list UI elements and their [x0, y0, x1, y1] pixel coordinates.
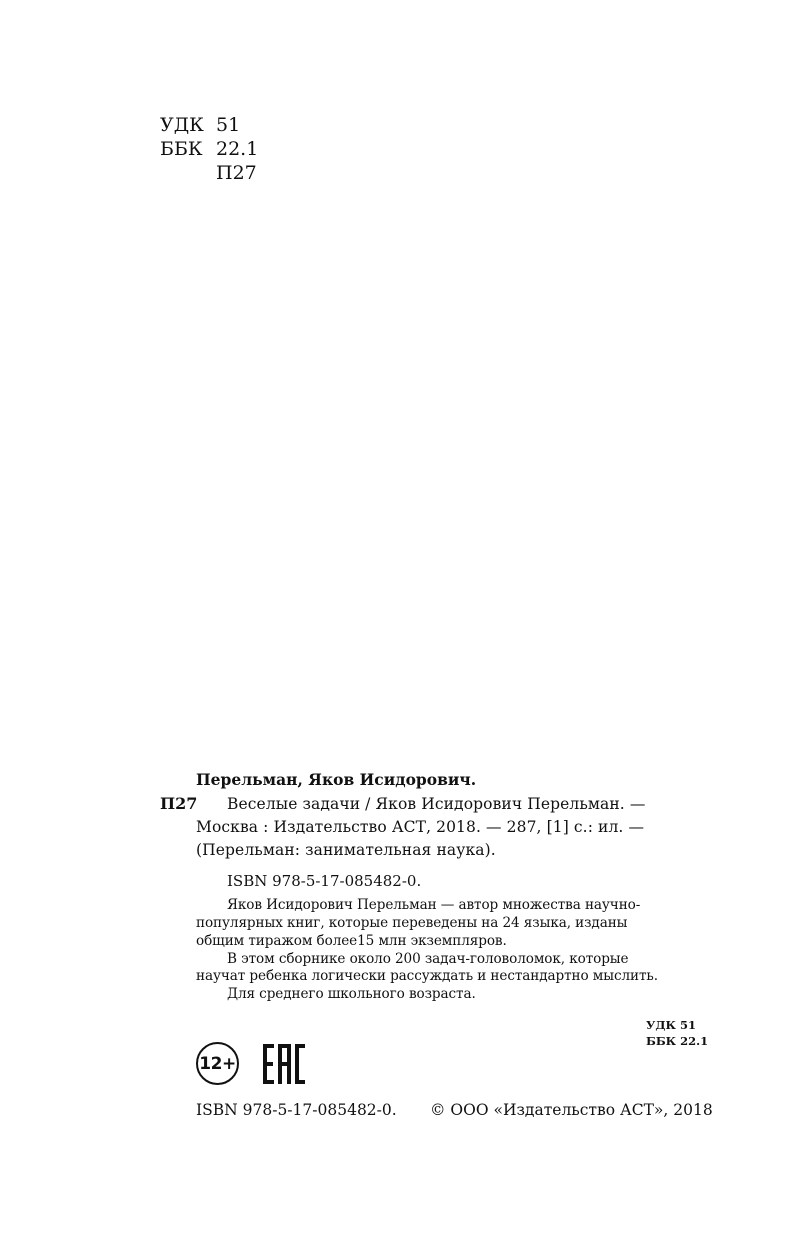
annotation-line: общим тиражом более15 млн экземпляров.: [196, 933, 507, 949]
annotation-line: популярных книг, которые переведены на 24 языка, изданы: [196, 915, 628, 931]
bib-title-line: Веселые задачи / Яков Исидорович Перельман. —: [227, 795, 646, 813]
udk-label: УДК: [160, 114, 204, 136]
footer-isbn: ISBN 978-5-17-085482-0.: [196, 1101, 397, 1119]
small-bbk: ББК 22.1: [646, 1034, 709, 1048]
eac-conformity-icon: [263, 1044, 305, 1084]
bbk-label: ББК: [160, 138, 203, 160]
author-code-row: [160, 162, 300, 184]
age-rating-badge: [196, 1042, 239, 1085]
annotation-line: научат ребенка логически рассуждать и нестандартно мыслить.: [196, 968, 658, 984]
bib-author-code: П27: [160, 794, 198, 813]
small-udk: УДК 51: [646, 1018, 697, 1032]
annotation-line: В этом сборнике около 200 задач-головоломок, которые: [227, 951, 629, 967]
classification-block: [160, 114, 300, 184]
udk-row: [160, 114, 300, 136]
bbk-row: [160, 138, 300, 160]
author-heading: Перельман, Яков Исидорович.: [196, 770, 477, 789]
bib-isbn: ISBN 978-5-17-085482-0.: [227, 872, 422, 890]
bib-series-line: (Перельман: занимательная наука).: [196, 841, 496, 859]
bib-publisher-line: Москва : Издательство АСТ, 2018. — 287, [1] с.: ил. —: [196, 818, 645, 836]
age-rating-text: 12+: [199, 1053, 236, 1074]
udk-value: 51: [216, 114, 241, 136]
annotation-line: Яков Исидорович Перельман — автор множества научно-: [227, 897, 641, 913]
bbk-value: 22.1: [216, 138, 259, 160]
author-code: П27: [216, 162, 257, 184]
annotation-line: Для среднего школьного возраста.: [227, 986, 476, 1002]
footer-copyright: © ООО «Издательство АСТ», 2018: [430, 1101, 713, 1119]
